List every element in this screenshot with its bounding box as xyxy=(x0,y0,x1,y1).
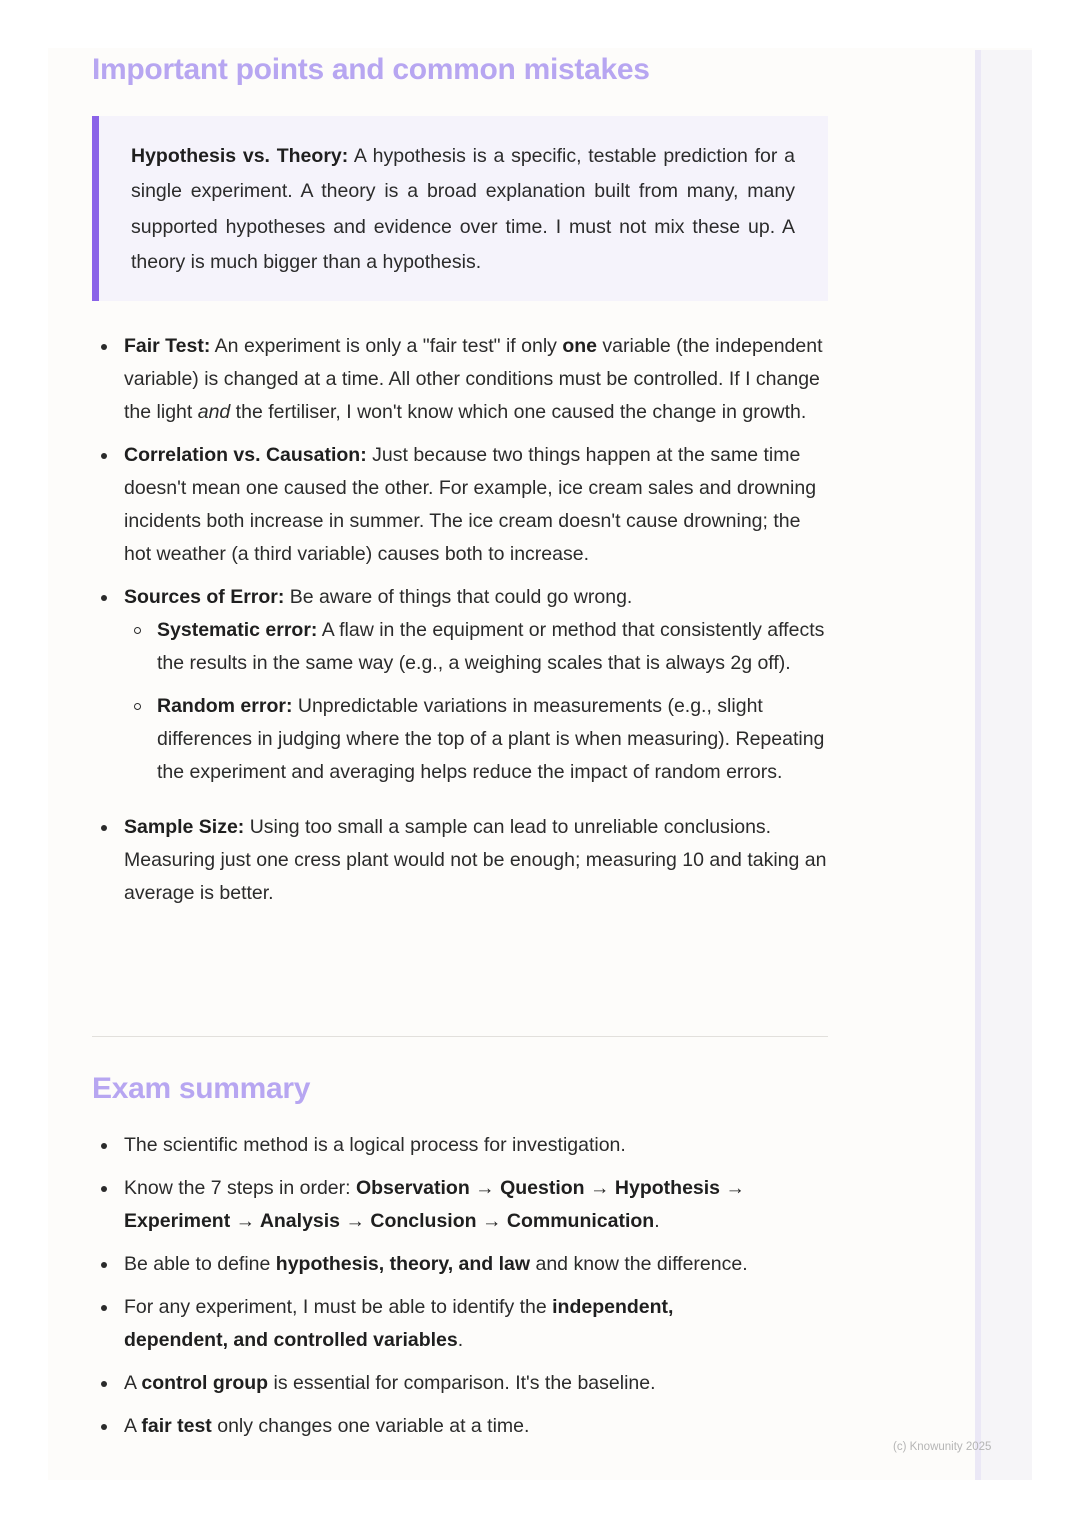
summary-item-1: The scientific method is a logical process for investigation. xyxy=(92,1129,828,1162)
list-item-correlation: Correlation vs. Causation: Just because two things happen at the same time doesn't mean one caused the other. For example, ice cream sales and drowning incidents both increase in summer. The ice cream doesn't cause drowning; the hot weather (a third variable) causes both to increase. xyxy=(92,439,828,571)
error-sublist xyxy=(124,614,828,789)
copyright-footer: (c) Knowunity 2025 xyxy=(893,1441,992,1453)
summary-item-6: A fair test only changes one variable at a time. xyxy=(92,1410,828,1443)
section-divider xyxy=(92,1036,828,1037)
sublist-item-systematic: Systematic error: A flaw in the equipment or method that consistently affects the results in the same way (e.g., a weighing scales that is always 2g off). xyxy=(124,614,828,680)
callout-label: Hypothesis vs. Theory: xyxy=(131,145,349,167)
list-item-sample-size: Sample Size: Using too small a sample can lead to unreliable conclusions. Measuring just one cress plant would not be enough; measuring 10 and taking an average is better. xyxy=(92,811,828,910)
summary-item-5: A control group is essential for comparison. It's the baseline. xyxy=(92,1367,828,1400)
list-item-fair-test: Fair Test: An experiment is only a "fair test" if only one variable (the independent variable) is changed at a time. All other conditions must be controlled. If I change the light and the fertiliser, I won't know which one caused the change in growth. xyxy=(92,330,828,429)
summary-item-3: Be able to define hypothesis, theory, and law and know the difference. xyxy=(92,1248,828,1281)
summary-item-2: Know the 7 steps in order: Observation → Question → Hypothesis → Experiment → Analysis → Conclusion → Communication. xyxy=(92,1172,828,1238)
callout-text: Hypothesis vs. Theory: A hypothesis is a specific, testable prediction for a single experiment. A theory is a broad explanation built from many, many supported hypotheses and evidence over time. I must not mix these up. A theory is much bigger than a hypothesis. xyxy=(131,145,795,273)
sublist-item-random: Random error: Unpredictable variations in measurements (e.g., slight differences in judging where the top of a plant is when measuring). Repeating the experiment and averaging helps reduce the impact of random errors. xyxy=(124,690,828,789)
list-item-sources-of-error: Sources of Error: Be aware of things that could go wrong. Systematic error: A flaw in the equipment or method that consistently affects the results in the same way (e.g., a weighing scales that is always 2g off). Random error: Unpredictable variations in measurements (e.g., slight differences in judging where the top of a plant is when measuring). Repeating the experiment and averaging helps reduce the impact of random errors. xyxy=(92,581,828,789)
mistakes-list xyxy=(92,330,828,910)
summary-item-4: For any experiment, I must be able to identify the independent, dependent, and controlled variables. xyxy=(92,1291,828,1357)
callout-hypothesis-vs-theory xyxy=(92,116,828,301)
side-strip xyxy=(981,50,1032,1480)
section-heading-important-points: Important points and common mistakes xyxy=(92,53,650,86)
summary-list xyxy=(92,1129,828,1443)
section-heading-exam-summary: Exam summary xyxy=(92,1072,311,1105)
